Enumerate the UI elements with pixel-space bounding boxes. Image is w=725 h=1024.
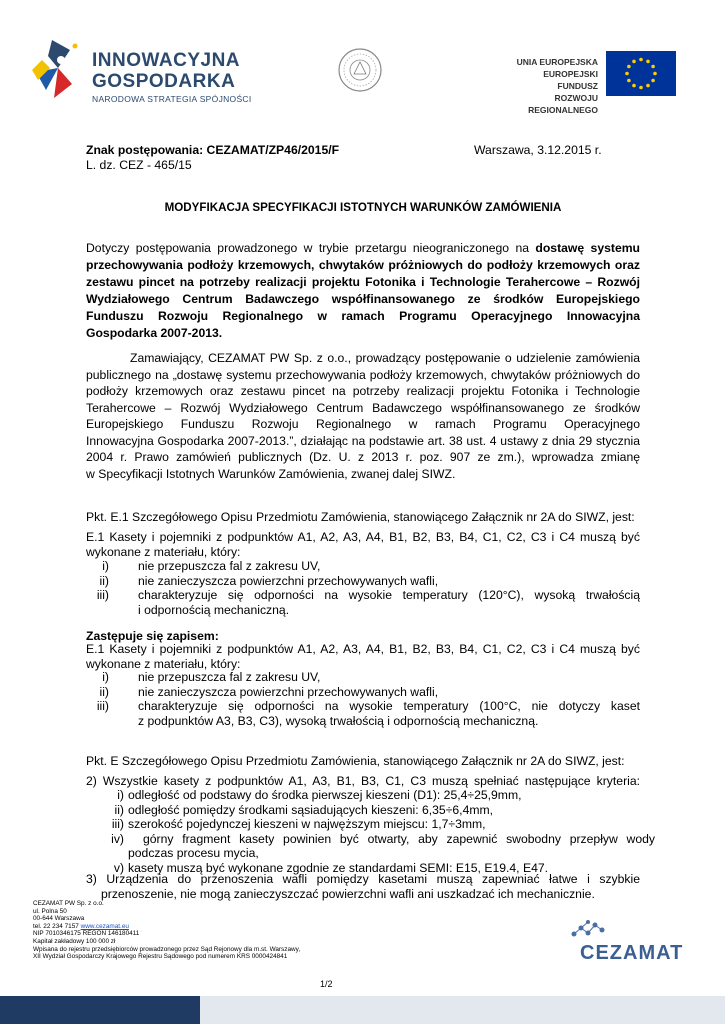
innowacyjna-gospodarka-logo-icon [28, 38, 88, 106]
reference-number: L. dz. CEZ - 465/15 [86, 158, 192, 172]
pkt-e-subitem-text: górny fragment kasety powinien być otwarty, aby zapewnić swobodny przepływ wody [143, 831, 655, 846]
e1-old-item-text: i odpornością mechaniczną. [138, 602, 290, 617]
e1-old-item-text: nie przepuszcza fal z zakresu UV, [138, 559, 321, 573]
cezamat-logo-icon [568, 918, 608, 944]
pkt-e-subitem [86, 817, 655, 832]
footer-registry1: Wpisana do rejestru przedsiębiorców prowadzonego przez Sąd Rejonowy dla m.st. Warszawy, [33, 945, 301, 953]
e1-new-line: E.1 Kasety i pojemniki z podpunktów A1, A2, A3, A4, B1, B2, B3, B4, C1, C2, C3 i C4 muszą być [86, 642, 640, 656]
case-number: Znak postępowania: CEZAMAT/ZP46/2015/F [86, 143, 340, 157]
intro-paragraph [86, 350, 640, 482]
ig-title-line1: INNOWACYJNA [92, 50, 241, 71]
e1-new-line: wykonane z materiału, który: [86, 656, 241, 671]
replace-heading: Zastępuje się zapisem: [86, 629, 219, 643]
intro-line: publicznego na „dostawę systemu przechowywania podłoży krzemowych, chwytaków próżniowych do [86, 367, 640, 382]
e1-old-line: E.1 Kasety i pojemniki z podpunktów A1, A2, A3, A4, B1, B2, B3, B4, C1, C2, C3 i C4 muszą być [86, 530, 640, 544]
intro-line: Terahercowe – Rozwój Wydziałowego Centrum Badawczego współfinansowanego ze środków [86, 400, 640, 415]
pkt-e-subitem [86, 803, 655, 818]
subject-bold-text: zestawu pincet na potrzeby realizacji projektu Fotonika i Technologie Terahercowe – Rozwój [86, 275, 640, 289]
pkt-e-item3-line: 3) Urządzenia do przenoszenia wafli pomiędzy kasetami muszą zapewniać łatwe i szybkie [86, 872, 640, 886]
eu-flag-icon [606, 51, 676, 96]
e1-new-item-text: nie zanieczyszcza powierzchni przechowywanych wafli, [138, 684, 439, 699]
subject-line [86, 325, 640, 342]
subject-line [86, 291, 640, 308]
e1-old-item-text: nie zanieczyszcza powierzchni przechowywanych wafli, [138, 573, 439, 588]
footer-website-link[interactable]: www.cezamat.eu [80, 922, 129, 930]
subject-bold-text: Gospodarka 2007-2013. [86, 326, 223, 340]
subject-line [86, 274, 640, 291]
pkt-e-heading: Pkt. E Szczegółowego Opisu Przedmiotu Zamówienia, stanowiącego Załącznik nr 2A do SIWZ, jest: [86, 754, 625, 768]
pkt-e-item3-line: przenoszenie, nie mogą zanieczyszczać powierzchni wafli ani uszkadzać ich mechanicznie. [101, 886, 595, 901]
pkt-e-subitem [86, 832, 655, 861]
e1-new-item-text: z podpunktów A3, B3, C3), wysoką trwałością i odpornością mechaniczną. [138, 713, 539, 728]
ig-subtitle: NARODOWA STRATEGIA SPÓJNOŚCI [92, 94, 252, 104]
footer-company: CEZAMAT PW Sp. z o.o. [33, 900, 104, 907]
footer-street: ul. Polna 50 [33, 907, 67, 915]
bottom-bar-accent [0, 996, 200, 1024]
intro-line: Zamawiający, CEZAMAT PW Sp. z o.o., prowadzący postępowanie o udzielenie zamówienia [130, 351, 640, 365]
e1-old-item-number: i) [102, 559, 109, 573]
pkt-e-item2: 2) Wszystkie kasety z podpunktów A1, A3, B1, B3, C1, C3 muszą spełniać następujące kryteria: [86, 774, 640, 788]
e1-new-item [86, 699, 640, 728]
pkt-e-subitem-text: szerokość pojedynczej kieszeni w najwęższym miejscu: 1,7÷3mm, [128, 817, 486, 831]
e1-new-item-text: nie przepuszcza fal z zakresu UV, [138, 670, 321, 684]
footer-contact [33, 923, 300, 931]
subject-line [86, 257, 640, 274]
pkt-e1-heading: Pkt. E.1 Szczegółowego Opisu Przedmiotu Zamówienia, stanowiącego Załącznik nr 2A do SIWZ, jest: [86, 510, 635, 524]
subject-text: Dotyczy postępowania prowadzonego w trybie przetargu nieograniczonego na [86, 241, 536, 255]
e1-new-item [86, 685, 640, 700]
pkt-e-subitem-number: v) [113, 860, 124, 875]
e1-old-item [86, 588, 640, 617]
intro-line: Innowacyjna Gospodarka 2007-2013.”, działając na podstawie art. 38 ust. 4 ustawy z dnia 29 stycznia [86, 433, 640, 448]
intro-line: 2004 r. Prawo zamówień publicznych (Dz. U. z 2013 r. poz. 907 ze zm.), wprowadza zmianę [86, 450, 640, 464]
document-date: Warszawa, 3.12.2015 r. [474, 143, 602, 157]
eu-line1: UNIA EUROPEJSKA [516, 57, 598, 67]
eu-line3: ROZWOJU REGIONALNEGO [528, 93, 598, 115]
e1-old-line: wykonane z materiału, który: [86, 544, 241, 559]
subject-line [86, 240, 640, 257]
e1-old-item-number: iii) [96, 588, 109, 602]
e1-old-item [86, 574, 640, 589]
pkt-e-subitem-text: odległość od podstawy do środka pierwszej kieszeni (D1): 25,4÷25,9mm, [128, 788, 522, 802]
footer-nip: NIP 7010346175 REGON 146180411 [33, 930, 140, 938]
eu-text-block [502, 56, 598, 116]
subject-bold-text: przechowywania podłoży krzemowych, chwytaków próżniowych do podłoży krzemowych oraz [86, 258, 640, 272]
cezamat-logo-text: CEZAMAT [580, 942, 684, 964]
eu-line2: EUROPEJSKI FUNDUSZ [543, 69, 598, 91]
pkt-e-subitem-number: ii) [114, 802, 124, 817]
pkt-e-subitem [86, 788, 655, 803]
pkt-e-subitem-number: i) [117, 788, 124, 802]
e1-old-text [86, 530, 640, 559]
footer-registry2: XII Wydział Gospodarczy Krajowego Rejestru Sądowego pod numerem KRS 0000424841 [33, 953, 288, 961]
pkt-e-subitem-number: iii) [111, 817, 124, 831]
intro-line: podłoży krzemowych oraz zestawu pincet na potrzeby realizacji projektu Fotonika i Technologie [86, 384, 640, 398]
e1-new-text [86, 642, 640, 671]
subject-bold-text: Wydziałowego Centrum Badawczego współfinansowanego ze środków Europejskiego [86, 292, 640, 306]
ig-title-line2: GOSPODARKA [92, 71, 236, 92]
document-title: MODYFIKACJA SPECYFIKACJI ISTOTNYCH WARUNKÓW ZAMÓWIENIA [164, 201, 562, 214]
subject-paragraph [86, 240, 640, 342]
e1-new-item [86, 670, 640, 685]
pkt-e-subitem-number: iv) [111, 831, 124, 846]
subject-bold-text: dostawę systemu [535, 241, 640, 255]
subject-line [86, 308, 640, 325]
footer-tel: tel. 22 234 7157 [33, 922, 81, 930]
e1-new-item-text: charakteryzuje się odporności na wysokie temperatury (100°C, nie dotyczy kaset [138, 699, 640, 713]
page-number: 1/2 [320, 979, 333, 989]
e1-old-item [86, 559, 640, 574]
subject-bold-text: Funduszu Rozwoju Regionalnego w ramach Programu Operacyjnego Innowacyjna [86, 309, 640, 323]
e1-old-item-text: charakteryzuje się odporności na wysokie temperatury (120°C), wysoką trwałością [138, 588, 640, 602]
e1-new-item-number: i) [102, 670, 109, 684]
intro-line: w Specyfikacji Istotnych Warunków Zamówienia, zwanej dalej SIWZ. [86, 466, 456, 481]
footer-address [33, 900, 300, 961]
pkt-e-subitem-text: kasety muszą być wykonane zgodnie ze standardami SEMI: E15, E19.4, E47. [128, 860, 549, 875]
footer-city: 00-644 Warszawa [33, 915, 85, 923]
footer-capital: Kapitał zakładowy 100 000 zł [33, 937, 116, 945]
pkt-e-item2-sublist [86, 788, 655, 875]
e1-new-item-number: iii) [96, 699, 109, 713]
e1-new-item-number: ii) [99, 684, 109, 699]
pkt-e-subitem-text: podczas procesu mycia, [128, 846, 259, 860]
intro-line: Europejskiego Funduszu Rozwoju Regionalnego w ramach Programu Operacyjnego [86, 417, 640, 431]
pkt-e-item3 [86, 872, 640, 901]
e1-new-list [86, 670, 640, 728]
e1-old-list [86, 559, 640, 617]
pkt-e-subitem-text: odległość pomiędzy środkami sąsiadujących kieszeni: 6,35÷6,4mm, [128, 802, 494, 817]
university-seal-icon [338, 48, 382, 92]
e1-old-item-number: ii) [99, 573, 109, 588]
